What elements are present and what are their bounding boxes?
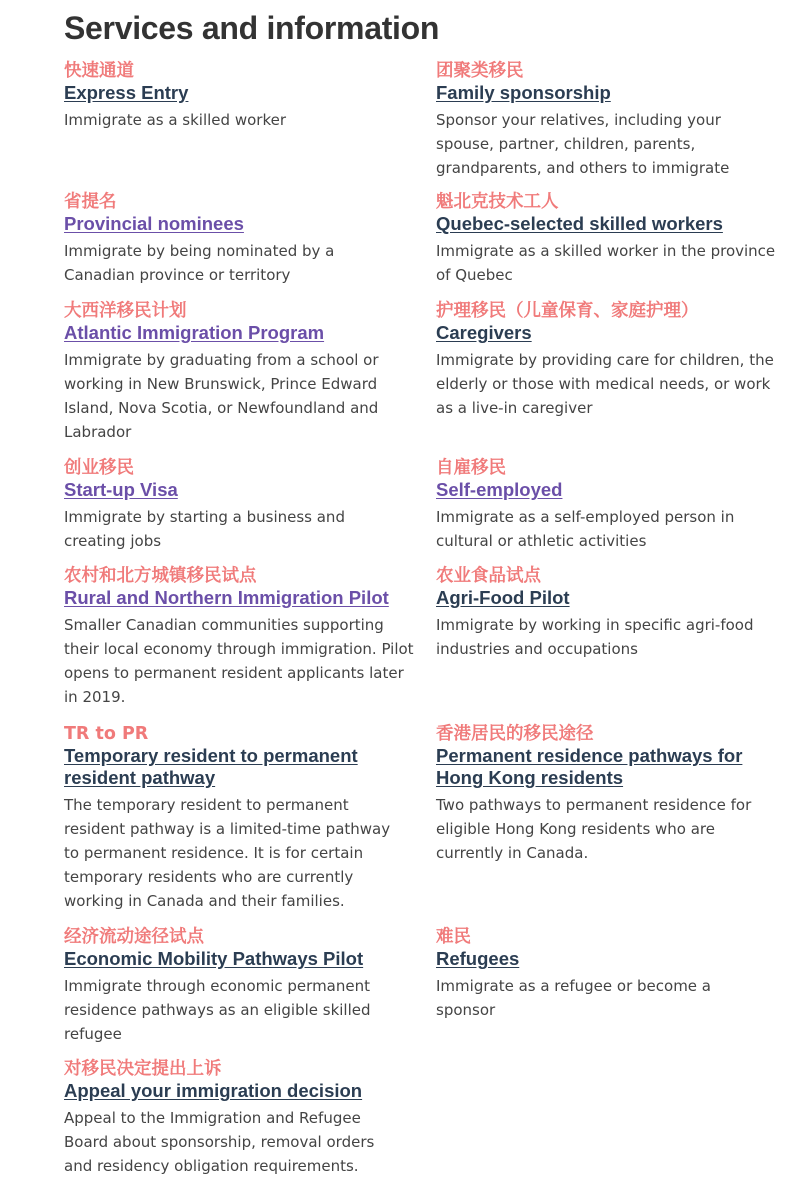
service-description: Immigrate by working in specific agri-food industries and occupations bbox=[436, 616, 754, 658]
service-description: Immigrate through economic permanent residence pathways as an eligible skilled refugee bbox=[64, 977, 371, 1043]
service-card-caregivers bbox=[436, 300, 796, 420]
service-card-appeal-decision bbox=[64, 1058, 414, 1178]
service-card-economic-mobility bbox=[64, 926, 414, 1046]
self-employed-link[interactable]: Self-employed bbox=[436, 479, 563, 500]
service-description: The temporary resident to permanent resident pathway is a limited-time pathway to permanent residence. It is for certain temporary residents who are currently working in Canada and their families. bbox=[64, 796, 391, 910]
service-card-express-entry bbox=[64, 60, 414, 132]
caregivers-link[interactable]: Caregivers bbox=[436, 322, 532, 343]
service-card-provincial-nominees bbox=[64, 191, 414, 287]
chinese-label: 农业食品试点 bbox=[436, 566, 541, 586]
chinese-label: 大西洋移民计划 bbox=[64, 301, 187, 321]
service-card-self-employed bbox=[436, 457, 786, 553]
service-card-agri-food-pilot bbox=[436, 565, 786, 661]
chinese-label: 省提名 bbox=[64, 192, 117, 212]
service-description: Immigrate as a refugee or become a sponsor bbox=[436, 977, 711, 1019]
page-title: Services and information bbox=[64, 10, 440, 46]
express-entry-link[interactable]: Express Entry bbox=[64, 82, 189, 103]
service-card-quebec-skilled-workers bbox=[436, 191, 786, 287]
service-card-family-sponsorship bbox=[436, 60, 786, 180]
service-card-start-up-visa bbox=[64, 457, 414, 553]
hong-kong-pathways-link[interactable]: Permanent residence pathways for Hong Kong residents bbox=[436, 745, 743, 788]
quebec-skilled-workers-link[interactable]: Quebec-selected skilled workers bbox=[436, 213, 723, 234]
service-description: Immigrate by starting a business and creating jobs bbox=[64, 508, 345, 550]
service-description: Immigrate as a skilled worker bbox=[64, 111, 286, 129]
chinese-label: 香港居民的移民途径 bbox=[436, 724, 594, 744]
tr-to-pr-link[interactable]: Temporary resident to permanent resident pathway bbox=[64, 745, 358, 788]
start-up-visa-link[interactable]: Start-up Visa bbox=[64, 479, 178, 500]
service-card-hong-kong-pathways bbox=[436, 723, 786, 865]
chinese-label: 快速通道 bbox=[64, 61, 134, 81]
chinese-label: 对移民决定提出上诉 bbox=[64, 1059, 222, 1079]
refugees-link[interactable]: Refugees bbox=[436, 948, 520, 969]
service-description: Immigrate by being nominated by a Canadian province or territory bbox=[64, 242, 335, 284]
rural-northern-pilot-link[interactable]: Rural and Northern Immigration Pilot bbox=[64, 587, 389, 608]
chinese-label: 魁北克技术工人 bbox=[436, 192, 559, 212]
service-card-rural-northern-pilot bbox=[64, 565, 414, 709]
atlantic-immigration-link[interactable]: Atlantic Immigration Program bbox=[64, 322, 325, 343]
service-card-tr-to-pr bbox=[64, 723, 414, 913]
service-description: Immigrate by providing care for children, the elderly or those with medical needs, or work as a live-in caregiver bbox=[436, 351, 774, 417]
chinese-label: 农村和北方城镇移民试点 bbox=[64, 566, 257, 586]
chinese-label: TR to PR bbox=[64, 724, 149, 744]
chinese-label: 团聚类移民 bbox=[436, 61, 524, 81]
economic-mobility-link[interactable]: Economic Mobility Pathways Pilot bbox=[64, 948, 364, 969]
chinese-label: 创业移民 bbox=[64, 458, 134, 478]
chinese-label: 难民 bbox=[436, 927, 471, 947]
service-description: Two pathways to permanent residence for eligible Hong Kong residents who are currently in Canada. bbox=[436, 796, 752, 862]
family-sponsorship-link[interactable]: Family sponsorship bbox=[436, 82, 611, 103]
chinese-label: 经济流动途径试点 bbox=[64, 927, 204, 947]
service-description: Sponsor your relatives, including your spouse, partner, children, parents, grandparents, and others to immigrate bbox=[436, 111, 730, 177]
provincial-nominees-link[interactable]: Provincial nominees bbox=[64, 213, 244, 234]
chinese-label: 自雇移民 bbox=[436, 458, 506, 478]
service-description: Immigrate as a self-employed person in cultural or athletic activities bbox=[436, 508, 735, 550]
appeal-decision-link[interactable]: Appeal your immigration decision bbox=[64, 1080, 363, 1101]
service-card-refugees bbox=[436, 926, 786, 1022]
service-description: Appeal to the Immigration and Refugee Board about sponsorship, removal orders and residency obligation requirements. bbox=[64, 1109, 375, 1175]
service-description: Smaller Canadian communities supporting their local economy through immigration. Pilot opens to permanent resident applicants later in 2019. bbox=[64, 616, 414, 706]
agri-food-pilot-link[interactable]: Agri-Food Pilot bbox=[436, 587, 570, 608]
chinese-label: 护理移民（儿童保育、家庭护理） bbox=[436, 301, 699, 321]
service-card-atlantic-immigration bbox=[64, 300, 414, 444]
service-description: Immigrate as a skilled worker in the province of Quebec bbox=[436, 242, 776, 284]
service-description: Immigrate by graduating from a school or working in New Brunswick, Prince Edward Island, Nova Scotia, or Newfoundland and Labrador bbox=[64, 351, 379, 441]
